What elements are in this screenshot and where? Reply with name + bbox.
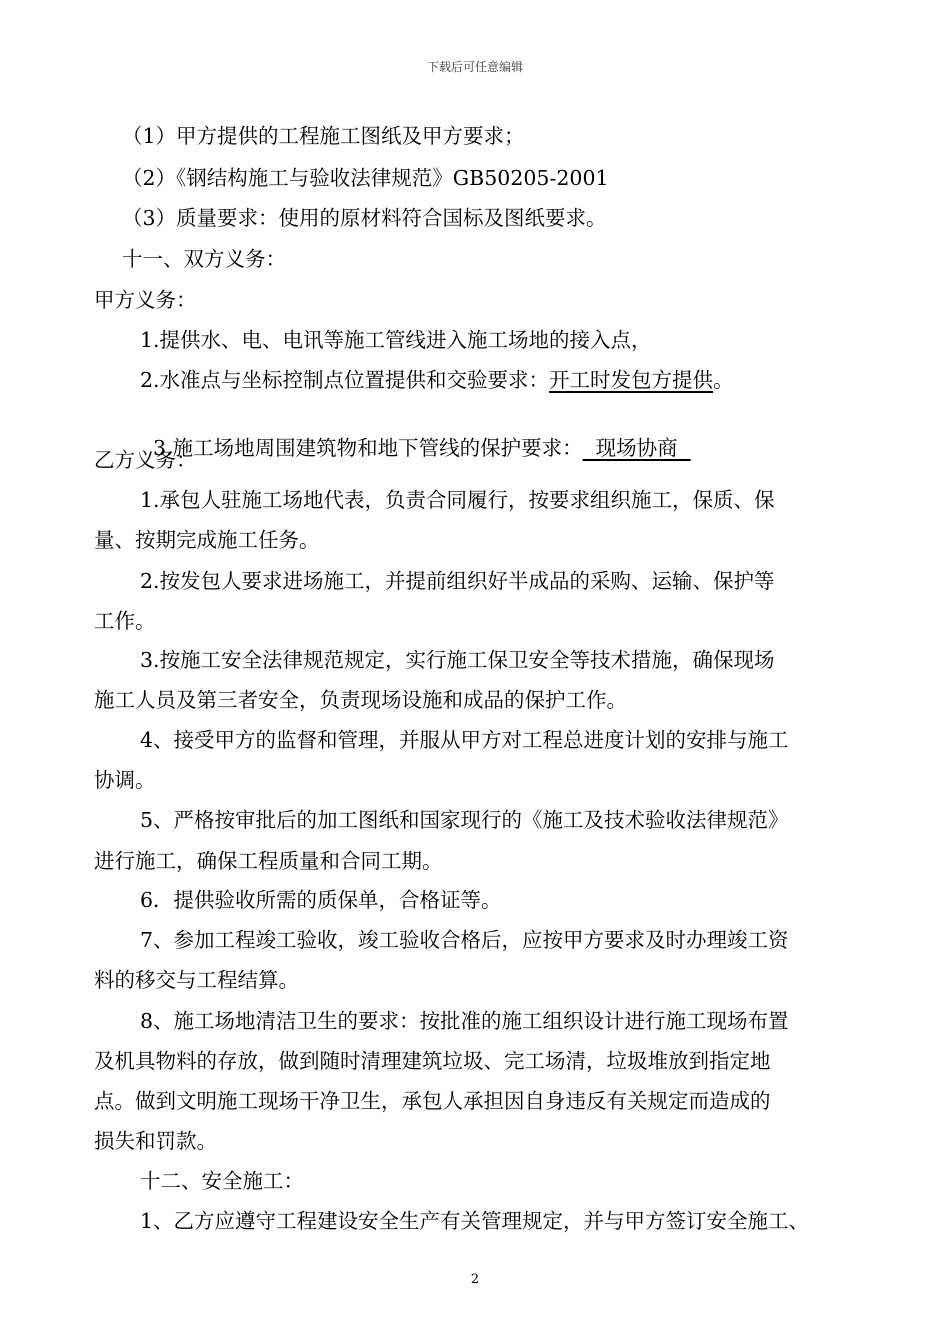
party-b-item-3-line-2: 施工人员及第三者安全，负责现场设施和成品的保护工作。 — [94, 688, 627, 712]
party-b-item-1-line-2: 量、按期完成施工任务。 — [94, 528, 320, 552]
party-b-item-7-line-2: 料的移交与工程结算。 — [94, 968, 299, 992]
page-number: 2 — [470, 1272, 480, 1287]
party-b-item-8-line-2: 及机具物料的存放，做到随时清理建筑垃圾、完工场清，垃圾堆放到指定地 — [94, 1049, 771, 1073]
party-b-item-3-line-1: 3.按施工安全法律规范规定，实行施工保卫安全等技术措施，确保现场 — [140, 648, 775, 672]
party-b-item-4-line-1: 4、接受甲方的监督和管理，并服从甲方对工程总进度计划的安排与施工 — [140, 728, 789, 752]
party-a-item-3 — [140, 406, 691, 462]
party-b-item-2-line-1: 2.按发包人要求进场施工，并提前组织好半成品的采购、运输、保护等 — [140, 569, 775, 593]
party-b-item-8-line-1: 8、施工场地清洁卫生的要求：按批准的施工组织设计进行施工现场布置 — [140, 1009, 789, 1033]
party-b-item-7-line-1: 7、参加工程竣工验收，竣工验收合格后，应按甲方要求及时办理竣工资 — [140, 928, 789, 952]
para-1: （1）甲方提供的工程施工图纸及甲方要求； — [122, 124, 525, 148]
section-heading-12: 十二、安全施工： — [140, 1169, 304, 1193]
party-a-item-2-text: 2.水准点与坐标控制点位置提供和交验要求： — [140, 368, 550, 392]
party-b-item-5-line-2: 进行施工，确保工程质量和合同工期。 — [94, 849, 443, 873]
party-a-item-3-underlined: 现场协商 — [582, 436, 691, 460]
party-a-item-2-end: 。 — [713, 368, 734, 392]
party-a-item-3-text: 3.施工场地周围建筑物和地下管线的保护要求： — [153, 436, 583, 460]
party-b-item-5-line-1: 5、严格按审批后的加工图纸和国家现行的《施工及技术验收法律规范》 — [140, 808, 789, 832]
party-b-heading: 乙方义务： — [94, 448, 197, 472]
page-header: 下载后可任意编辑 — [426, 60, 523, 74]
party-a-item-2 — [140, 366, 734, 394]
party-b-item-1-line-1: 1.承包人驻施工场地代表，负责合同履行，按要求组织施工，保质、保 — [140, 488, 775, 512]
party-b-item-8-line-3: 点。做到文明施工现场干净卫生，承包人承担因自身违反有关规定而造成的 — [94, 1089, 771, 1113]
party-a-item-1: 1.提供水、电、电讯等施工管线进入施工场地的接入点， — [140, 328, 652, 352]
party-b-item-2-line-2: 工作。 — [94, 609, 156, 633]
party-a-heading: 甲方义务： — [94, 288, 197, 312]
safety-item-1: 1、乙方应遵守工程建设安全生产有关管理规定，并与甲方签订安全施工、 — [140, 1209, 810, 1233]
party-b-item-4-line-2: 协调。 — [94, 768, 156, 792]
para-2: （2）《钢结构施工与验收法律规范》GB50205-2001 — [122, 166, 609, 190]
party-b-item-6: 6．提供验收所需的质保单，合格证等。 — [140, 888, 502, 912]
party-b-item-8-line-4: 损失和罚款。 — [94, 1129, 217, 1153]
party-a-item-2-underlined: 开工时发包方提供 — [549, 368, 714, 392]
section-heading-11: 十一、双方义务： — [122, 247, 286, 271]
para-3: （3）质量要求：使用的原材料符合国标及图纸要求。 — [122, 206, 607, 230]
